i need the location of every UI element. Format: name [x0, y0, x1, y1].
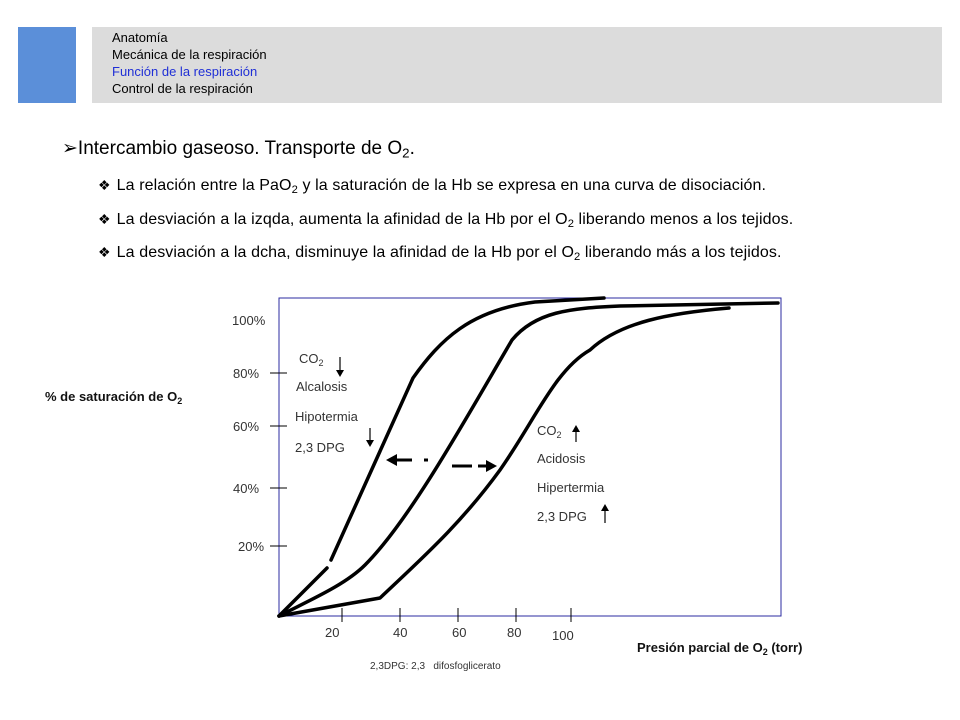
- nav-item-control[interactable]: Control de la respiración: [112, 81, 253, 96]
- right-shift-item: 2,3 DPG: [537, 509, 587, 524]
- y-tick-label: 80%: [233, 366, 260, 381]
- diamond-bullet-icon: ❖: [98, 177, 111, 193]
- x-tick-label: 80: [507, 625, 522, 640]
- dpg-up-arrow-head: [601, 504, 609, 511]
- co2-down-arrow-head: [336, 370, 344, 377]
- dpg-down-arrow-head: [366, 440, 374, 447]
- right-shift-item: Acidosis: [537, 451, 586, 466]
- y-axis-label: % de saturación de $O_2$: [45, 389, 183, 406]
- right-co2-label: $CO_2$: [537, 423, 562, 440]
- footnote: 2,3DPG: 2,3 difosfoglicerato: [370, 661, 501, 672]
- diamond-bullet-icon: ❖: [98, 211, 111, 227]
- bullet-sub: 2: [567, 217, 575, 230]
- bullet-text: La desviación a la izqda, aumenta la afinidad de la Hb por el O: [116, 211, 568, 228]
- nav-item-funcion[interactable]: Función de la respiración: [112, 64, 258, 79]
- bullet-sub: 2: [574, 250, 581, 263]
- diamond-bullet-icon: ❖: [98, 244, 111, 260]
- bullet-text-end: liberando más a los tejidos.: [580, 244, 782, 261]
- x-axis-label: Presión parcial de $O_2$ (torr): [637, 640, 803, 657]
- x-tick-label: 100: [552, 628, 574, 643]
- bullet-text: La desviación a la dcha, disminuye la afinidad de la Hb por el O: [116, 244, 574, 261]
- y-tick-label: 60%: [233, 419, 260, 434]
- bullet-text-end: y la saturación de la Hb se expresa en una curva de disociación.: [297, 177, 767, 194]
- normal-curve: [279, 303, 778, 616]
- nav-item-anatomia[interactable]: Anatomía: [112, 30, 168, 45]
- plot-frame: [279, 298, 781, 616]
- y-tick-label: 40%: [233, 481, 260, 496]
- bullet-text: La relación entre la PaO: [116, 177, 292, 194]
- left-shift-item: 2,3 DPG: [295, 440, 345, 455]
- y-tick-label: 20%: [238, 539, 265, 554]
- right-arrow-icon: [486, 460, 497, 472]
- x-tick-label: 20: [325, 625, 340, 640]
- left-co2-label: $CO_2$: [299, 351, 324, 368]
- nav-item-mecanica[interactable]: Mecánica de la respiración: [112, 47, 267, 62]
- left-shift-item: Alcalosis: [296, 379, 348, 394]
- right-shift-item: Hipertermia: [537, 480, 605, 495]
- left-shift-item: Hipotermia: [295, 409, 358, 424]
- bullet-sub: 2: [291, 183, 298, 196]
- left-arrow-icon: [386, 454, 397, 466]
- heading-arrow-icon: ➢: [62, 138, 78, 159]
- x-tick-label: 60: [452, 625, 467, 640]
- y-tick-label: 100%: [232, 313, 266, 328]
- heading-suffix: .: [409, 138, 415, 159]
- heading-text: Intercambio gaseoso. Transporte de O: [77, 138, 403, 159]
- x-tick-label: 40: [393, 625, 408, 640]
- co2-up-arrow-head: [572, 425, 580, 432]
- heading-sub: 2: [402, 145, 410, 161]
- bullet-text-end: liberando menos a los tejidos.: [574, 211, 794, 228]
